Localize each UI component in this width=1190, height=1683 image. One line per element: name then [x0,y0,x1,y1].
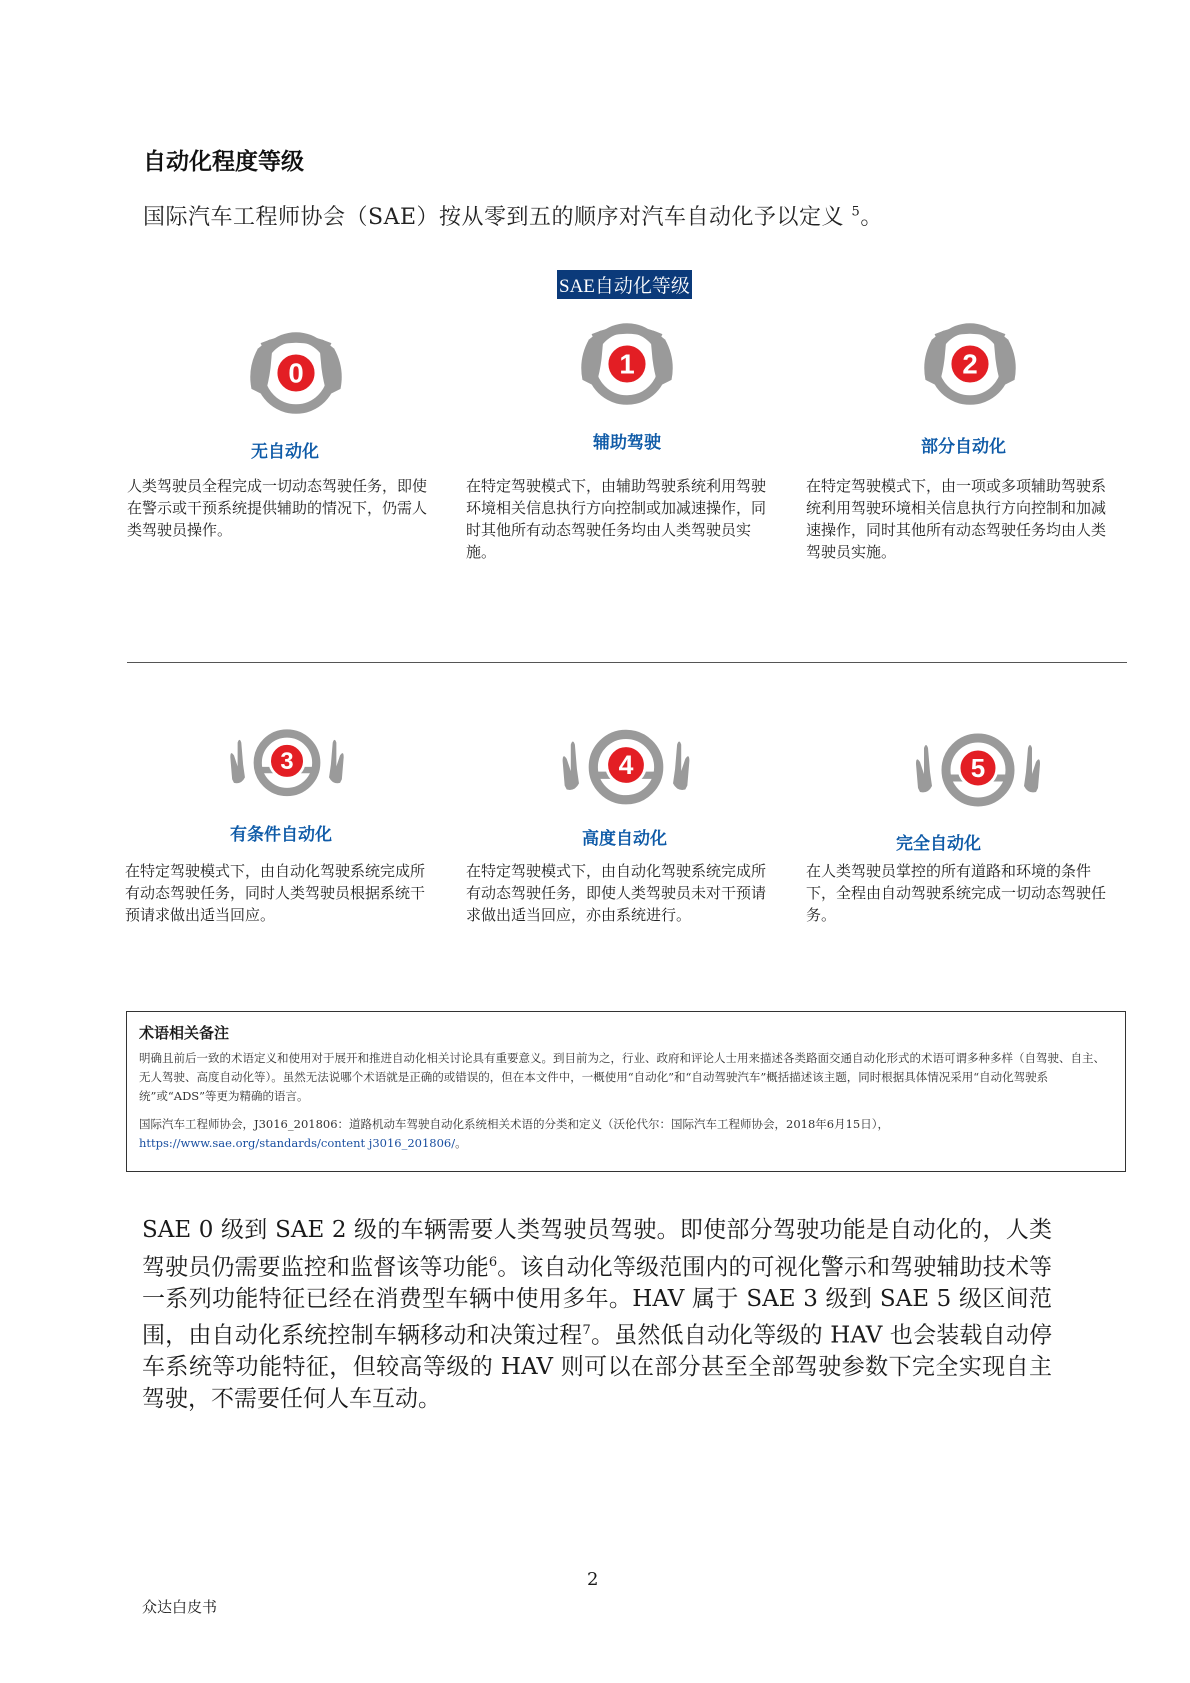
level-title: 部分自动化 [921,437,1006,457]
reference-end: 。 [455,1136,467,1150]
body-part-1: SAE 0 级到 SAE 2 级的车辆需要人类驾驶员驾驶。即使部分驾驶功能是自动化的，人类驾驶员仍需要监控和监督该等功能 [142,1217,1052,1281]
level-title: 完全自动化 [896,834,981,854]
level-number: 3 [280,748,294,776]
steering-wheel-hands-off-icon [552,718,700,810]
steering-wheel-hands-on-icon [243,325,349,421]
level-number: 4 [618,750,634,781]
body-part-2: 。该自动化等级范围内的可视化警示和驾驶辅助技术等一系列功能特征已经在消费型车辆中使用多年。HAV 属于 SAE 3 级到 SAE 5 级区间范围，由自动化系统控制车辆移动和决策过程 [142,1254,1053,1349]
figure-title: SAE自动化等级 [557,270,692,299]
level-title: 有条件自动化 [230,825,332,845]
steering-wheel-hands-off-icon [223,718,351,802]
level-number: 5 [970,753,986,783]
level-number: 1 [619,348,635,380]
level-description: 在特定驾驶模式下，由辅助驾驶系统利用驾驶环境相关信息执行方向控制或加减速操作，同时其他所有动态驾驶任务均由人类驾驶员实施。 [466,477,767,561]
level-description: 人类驾驶员全程完成一切动态驾驶任务，即使在警示或干预系统提供辅助的情况下，仍需人类驾驶员操作。 [127,477,428,539]
reference-link[interactable]: https://www.sae.org/standards/content j3016_201806/ [139,1136,456,1150]
note-reference [139,1115,1113,1153]
body-part-3: 。虽然低自动化等级的 HAV 也会装载自动停车系统等功能特征，但较高等级的 HAV 则可以在部分甚至全部驾驶参数下完全实现自主驾驶，不需要任何人车互动。 [142,1322,1052,1412]
note-body: 明确且前后一致的术语定义和使用对于展开和推进自动化相关讨论具有重要意义。到目前为之，行业、政府和评论人士用来描述各类路面交通自动化形式的术语可谓多种多样（自驾驶、自主、无人驾驶、高度自动化等）。虽然无法说哪个术语就是正确的或错误的，但在本文件中，一概使用“自动化”和“自动驾驶汽车”概括描述该主题，同时根据具体情况采用“自动化驾驶系统”或“ADS”等更为精确的语言。 [139,1051,1105,1103]
level-description: 在特定驾驶模式下，由一项或多项辅助驾驶系统利用驾驶环境相关信息执行方向控制和加减速操作，同时其他所有动态驾驶任务均由人类驾驶员实施。 [806,477,1107,561]
level-number: 2 [962,348,978,380]
section-title: 自动化程度等级 [143,149,304,175]
section-divider [127,662,1127,663]
level-title: 高度自动化 [582,829,667,849]
level-title: 辅助驾驶 [593,433,661,453]
steering-wheel-hands-off-icon [904,722,1052,812]
footnote-ref: 6 [488,1254,498,1270]
footnote-ref: 5 [851,204,861,220]
page-number: 2 [587,1569,599,1590]
steering-wheel-hands-on-icon [574,316,680,412]
level-number: 0 [288,357,304,389]
level-description: 在特定驾驶模式下，由自动化驾驶系统完成所有动态驾驶任务，同时人类驾驶员根据系统干预请求做出适当回应。 [125,862,426,924]
intro-body: 国际汽车工程师协会（SAE）按从零到五的顺序对汽车自动化予以定义 [143,205,845,230]
note-title: 术语相关备注 [139,1024,230,1042]
intro-end: 。 [860,205,883,230]
footnote-ref: 7 [582,1323,591,1339]
level-title: 无自动化 [251,442,319,462]
intro-text [143,200,883,231]
body-paragraph [142,1215,1052,1415]
reference-text: 国际汽车工程师协会，J3016_201806：道路机动车驾驶自动化系统相关术语的分类和定义（沃伦代尔：国际汽车工程师协会，2018年6月15日）， [139,1117,889,1131]
level-description: 在人类驾驶员掌控的所有道路和环境的条件下，全程由自动驾驶系统完成一切动态驾驶任务。 [806,862,1107,924]
level-description: 在特定驾驶模式下，由自动化驾驶系统完成所有动态驾驶任务，即使人类驾驶员未对干预请求做出适当回应，亦由系统进行。 [466,862,767,924]
footer-label: 众达白皮书 [142,1598,218,1616]
steering-wheel-hands-on-icon [917,316,1023,412]
terminology-note [126,1011,1126,1172]
